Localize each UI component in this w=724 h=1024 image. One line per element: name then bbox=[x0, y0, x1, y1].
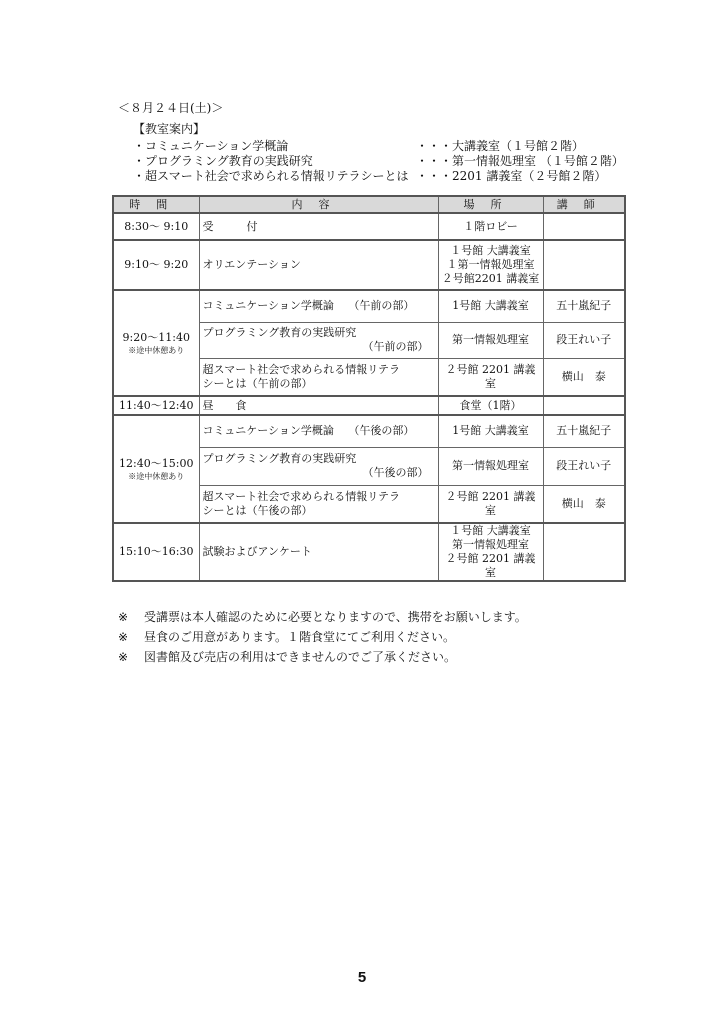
location-line: ２号館 2201 講義室 bbox=[445, 552, 536, 579]
room-guide-item bbox=[133, 152, 653, 168]
content-cell bbox=[199, 358, 438, 396]
time-range: 12:40～15:00 bbox=[119, 456, 194, 470]
location-line: １号館 大講義室 bbox=[450, 244, 531, 257]
teacher-cell bbox=[543, 523, 625, 581]
location-cell bbox=[438, 523, 543, 581]
notice-text: 昼食のご用意があります。１階食堂にてご利用ください。 bbox=[144, 630, 456, 644]
content-cell: 受 付 bbox=[199, 213, 438, 240]
room-guide-place: ・・・第一情報処理室 （１号館２階） bbox=[416, 154, 624, 168]
location-cell: 第一情報処理室 bbox=[438, 447, 543, 485]
content-cell: オリエンテーション bbox=[199, 240, 438, 290]
location-line: １第一情報処理室 bbox=[446, 258, 535, 271]
reference-mark: ※ bbox=[118, 610, 129, 624]
location-line: １号館 大講義室 bbox=[450, 524, 531, 537]
page-number: 5 bbox=[357, 969, 367, 986]
schedule-table bbox=[112, 195, 626, 582]
content-line: プログラミング教育の実践研究 bbox=[202, 452, 357, 465]
location-line: 第一情報処理室 bbox=[452, 538, 529, 551]
location-cell: 1号館 大講義室 bbox=[438, 290, 543, 322]
location-line: ２号館2201 講義室 bbox=[441, 272, 540, 285]
room-guide-place: ・・・2201 講義室（２号館２階） bbox=[416, 169, 607, 183]
room-guide-place: ・・・大講義室（１号館２階） bbox=[416, 139, 585, 153]
notice-text: 受講票は本人確認のために必要となりますので、携帯をお願いします。 bbox=[144, 610, 527, 624]
room-guide-title: 【教室案内】 bbox=[133, 122, 206, 136]
header-time: 時間 bbox=[113, 196, 199, 213]
teacher-cell: 五十嵐紀子 bbox=[543, 415, 625, 447]
notice-item bbox=[118, 608, 527, 625]
content-subline: （午前の部） bbox=[362, 340, 429, 353]
break-note: ※途中休憩あり bbox=[128, 345, 185, 355]
table-row bbox=[113, 523, 625, 581]
room-guide-item bbox=[133, 137, 653, 153]
reference-mark: ※ bbox=[118, 650, 129, 664]
notice-item bbox=[118, 648, 456, 665]
time-cell bbox=[113, 415, 199, 523]
time-range: 9:20～11:40 bbox=[122, 330, 190, 344]
time-cell: 8:30～ 9:10 bbox=[113, 213, 199, 240]
teacher-cell: 段王れい子 bbox=[543, 322, 625, 358]
time-cell: 15:10～16:30 bbox=[113, 523, 199, 581]
table-row bbox=[113, 290, 625, 322]
content-line: 超スマート社会で求められる情報リテラ bbox=[202, 489, 401, 503]
room-guide-course: ・超スマート社会で求められる情報リテラシーとは bbox=[133, 169, 409, 183]
teacher-cell bbox=[543, 396, 625, 415]
content-cell: コミュニケーション学概論 （午後の部） bbox=[199, 415, 438, 447]
content-cell: 昼 食 bbox=[199, 396, 438, 415]
content-subline: （午後の部） bbox=[362, 466, 429, 479]
header-location: 場所 bbox=[438, 196, 543, 213]
reference-mark: ※ bbox=[118, 630, 129, 644]
table-row bbox=[113, 213, 625, 240]
content-cell bbox=[199, 485, 438, 523]
teacher-cell: 横山 泰 bbox=[543, 358, 625, 396]
teacher-cell: 段王れい子 bbox=[543, 447, 625, 485]
location-cell: ２号館 2201 講義室 bbox=[438, 358, 543, 396]
content-cell bbox=[199, 322, 438, 358]
table-row bbox=[113, 415, 625, 447]
time-cell: 11:40～12:40 bbox=[113, 396, 199, 415]
room-guide-course: ・コミュニケーション学概論 bbox=[133, 139, 289, 153]
table-row bbox=[113, 240, 625, 290]
header-content: 内容 bbox=[199, 196, 438, 213]
date-heading: ＜８月２４日(土)＞ bbox=[118, 101, 224, 115]
content-line: プログラミング教育の実践研究 bbox=[202, 326, 357, 339]
notice-text: 図書館及び売店の利用はできませんのでご了承ください。 bbox=[144, 650, 457, 664]
teacher-cell bbox=[543, 213, 625, 240]
room-guide-item bbox=[133, 167, 653, 183]
teacher-cell bbox=[543, 240, 625, 290]
notice-item bbox=[118, 628, 455, 645]
teacher-cell: 横山 泰 bbox=[543, 485, 625, 523]
content-cell: コミュニケーション学概論 （午前の部） bbox=[199, 290, 438, 322]
location-cell: １階ロビー bbox=[438, 213, 543, 240]
location-cell bbox=[438, 240, 543, 290]
content-cell: 試験およびアンケート bbox=[199, 523, 438, 581]
location-cell: 1号館 大講義室 bbox=[438, 415, 543, 447]
content-cell bbox=[199, 447, 438, 485]
table-header-row bbox=[113, 196, 625, 213]
content-line: シーとは（午後の部） bbox=[202, 503, 313, 517]
location-cell: ２号館 2201 講義室 bbox=[438, 485, 543, 523]
location-cell: 第一情報処理室 bbox=[438, 322, 543, 358]
content-line: シーとは（午前の部） bbox=[202, 376, 313, 390]
table-row bbox=[113, 396, 625, 415]
header-teacher: 講師 bbox=[543, 196, 625, 213]
location-cell: 食堂（1階） bbox=[438, 396, 543, 415]
teacher-cell: 五十嵐紀子 bbox=[543, 290, 625, 322]
break-note: ※途中休憩あり bbox=[128, 471, 185, 481]
content-line: 超スマート社会で求められる情報リテラ bbox=[202, 362, 401, 376]
room-guide-course: ・プログラミング教育の実践研究 bbox=[133, 154, 313, 168]
time-cell: 9:10～ 9:20 bbox=[113, 240, 199, 290]
time-cell bbox=[113, 290, 199, 396]
